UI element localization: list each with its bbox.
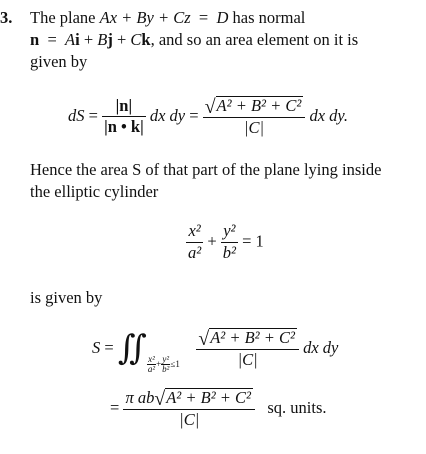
coef-B: B — [97, 30, 108, 49]
denominator: |C| — [179, 409, 200, 429]
problem-number: 3. — [0, 8, 13, 27]
sqrt-sign: √ — [198, 328, 210, 350]
radicand: A² + B² + C² — [216, 96, 302, 115]
denominator: a² — [188, 242, 202, 262]
area-integral-equation — [92, 328, 338, 375]
numerator: x² — [148, 353, 155, 364]
denominator: b² — [162, 364, 170, 375]
plus-sign: + — [207, 231, 217, 251]
coef-A: A — [65, 30, 76, 49]
normal-vector: n — [30, 30, 40, 49]
pi-ab: π ab — [125, 388, 155, 407]
fraction-x2-over-a2 — [186, 222, 203, 263]
dx-dy: dx dy. — [309, 105, 348, 125]
le-one: ≤1 — [170, 358, 180, 369]
text-line-given-by: is given by — [30, 288, 103, 307]
equals-sign: = — [104, 337, 114, 357]
numerator: x² — [186, 222, 203, 243]
plus-sign: + — [156, 358, 162, 369]
text-line-hence: Hence the area S of that part of the plane lying inside — [30, 160, 382, 179]
equals-sign: = — [189, 105, 199, 125]
denominator: b² — [222, 242, 236, 262]
text: The plane — [30, 8, 96, 27]
equals-sign: = — [47, 30, 57, 49]
sqrt-sign: √ — [204, 96, 216, 118]
numerator — [123, 388, 255, 410]
unit-i: i — [75, 30, 80, 49]
unit-j: j — [107, 30, 113, 49]
intro-line-1 — [30, 8, 305, 28]
numerator — [203, 96, 306, 118]
numerator — [196, 328, 299, 350]
sqrt-sign: √ — [154, 388, 166, 410]
intro-line-3: given by — [30, 52, 88, 71]
units-label: sq. units. — [267, 397, 327, 417]
text: , and so an area element on it is — [150, 30, 359, 49]
text: has normal — [232, 8, 306, 27]
ellipse-equation — [186, 222, 264, 263]
text-line-cylinder: the elliptic cylinder — [30, 182, 159, 201]
plane-equation-rhs: D — [216, 8, 229, 27]
radicand: A² + B² + C² — [210, 328, 295, 347]
plus-sign: + — [83, 30, 94, 49]
area-result-equation — [110, 388, 327, 430]
plus-sign: + — [116, 30, 127, 49]
intro-line-2 — [30, 30, 358, 50]
integration-region — [147, 355, 180, 375]
dS: dS — [68, 105, 85, 125]
equals-sign: = — [198, 8, 209, 27]
plane-equation-lhs: Ax + By + Cz — [99, 8, 191, 27]
denominator: a² — [147, 364, 156, 375]
radicand: A² + B² + C² — [166, 388, 251, 407]
numerator: y² — [221, 222, 238, 243]
fraction-radical-over-C — [196, 328, 299, 370]
dx-dy: dx dy — [303, 337, 339, 357]
area-element-equation — [68, 96, 348, 138]
equals-sign: = — [88, 105, 98, 125]
equals-one: = 1 — [242, 231, 264, 251]
denominator: |C| — [243, 117, 265, 137]
fraction-radical-over-C — [203, 96, 306, 138]
fraction-result — [123, 388, 255, 430]
double-integral-icon: ∬ — [117, 329, 137, 367]
coef-C: C — [130, 30, 142, 49]
numerator: |n| — [102, 97, 146, 118]
fraction-n-over-nk — [102, 97, 146, 138]
denominator: |C| — [237, 349, 258, 369]
dx-dy: dx dy — [149, 105, 186, 125]
S: S — [92, 337, 101, 357]
numerator: y² — [162, 353, 170, 364]
fraction-y2-over-b2 — [221, 222, 238, 263]
denominator: |n • k| — [104, 117, 144, 137]
unit-k: k — [141, 30, 151, 49]
equals-sign: = — [110, 397, 120, 417]
